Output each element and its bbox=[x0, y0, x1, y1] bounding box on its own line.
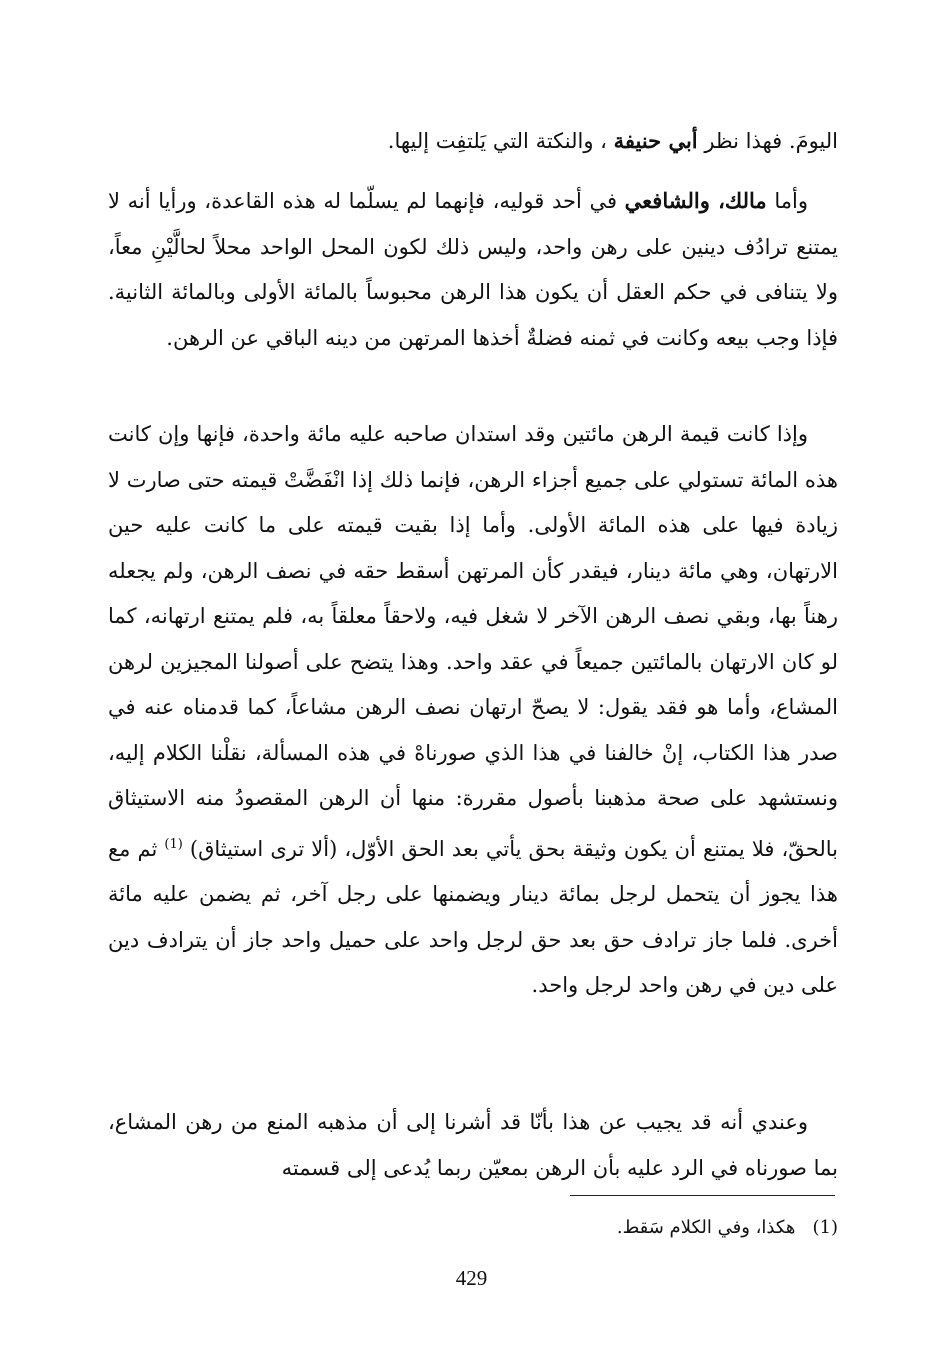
p4-text-a: وعندي أنه قد يجيب عن هذا بأنّا قد أشرنا إلى أن مذهبه المنع من رهن المشاع، بما صورناه في الرد عليه بأن الرهن بمعيّن ربما يُدعى إلى قسمته bbox=[108, 1110, 838, 1180]
p3-text-b: ثم مع هذا يجوز أن يتحمل لرجل بمائة دينار ويضمنها على رجل آخر، ثم يضمن عليه مائة أخرى. فلما جاز ترادف حق بعد حق لرجل واحد على حميل واحد جاز أن يترادف دين على دين في رهن واحد لرجل واحد. bbox=[108, 836, 838, 997]
paragraph-2 bbox=[108, 178, 838, 361]
p2-bold-names: مالك، والشافعي bbox=[624, 188, 767, 213]
footnote-reference: (1) bbox=[164, 836, 183, 852]
paragraph-1 bbox=[108, 118, 838, 165]
p3-text-a: وإذا كانت قيمة الرهن مائتين وقد استدان صاحبه عليه مائة واحدة، فإنها وإن كانت هذه المائة تستولي على جميع أجزاء الرهن، فإنما ذلك إذا انْفَضَّتْ قيمته حتى صارت لا زيادة فيها على هذه المائة الأولى. وأما إذا بقيت قيمته على ما كانت عليه حين الارتهان، وهي مائة دينار، فيقدر كأن المرتهن أسقط حقه في نصف الرهن، ولم يجعله رهناً بها، وبقي نصف الرهن الآخر لا شغل فيه، ولاحقاً معلقاً به، فلم يمتنع ارتهانه، كما لو كان الارتهان بالمائتين جميعاً في عقد واحد. وهذا يتضح على أصولنا المجيزين لرهن المشاع، وأما هو فقد يقول: لا يصحّ ارتهان نصف الرهن مشاعاً، كما قدمناه عنه في صدر هذا الكتاب، إنْ خالفنا في هذا الذي صورناهْ في هذه المسألة، نقلْنا الكلام إليه، ونستشهد على صحة مذهبنا بأصول مقررة: منها أن الرهن المقصودُ منه الاستيثاق بالحقّ، فلا يمتنع أن يكون وثيقة بحق يأتي بعد الحق الأوّل، (ألا ترى استيثاق) bbox=[108, 422, 838, 861]
p1-text-a: اليومَ. فهذا نظر bbox=[697, 129, 838, 153]
p2-text-a: وأما bbox=[766, 189, 808, 213]
p1-bold-name: أبي حنيفة bbox=[613, 128, 698, 153]
footnote-text: هكذا، وفي الكلام سَقط. bbox=[616, 1217, 796, 1238]
footnote-marker: (1) bbox=[812, 1217, 838, 1238]
footnote-separator bbox=[570, 1195, 835, 1196]
p1-text-b: ، والنكتة التي يَلتفِت إليها. bbox=[387, 129, 614, 153]
paragraph-3 bbox=[108, 412, 838, 1009]
footnote bbox=[108, 1208, 838, 1248]
p2-text-b: في أحد قوليه، فإنهما لم يسلّما له هذه القاعدة، ورأيا أنه لا يمتنع ترادُف دينين على رهن واحد، وليس ذلك لكون المحل الواحد محلاً لحالَّيْنِ معاً، ولا يتنافى في حكم العقل أن يكون هذا الرهن محبوساً بالمائة الأولى وبالمائة الثانية. فإذا وجب بيعه وكانت في ثمنه فضلةٌ أخذها المرتهن من دينه الباقي عن الرهن. bbox=[108, 189, 838, 350]
paragraph-4 bbox=[108, 1100, 838, 1191]
page-number: 429 bbox=[455, 1266, 488, 1290]
